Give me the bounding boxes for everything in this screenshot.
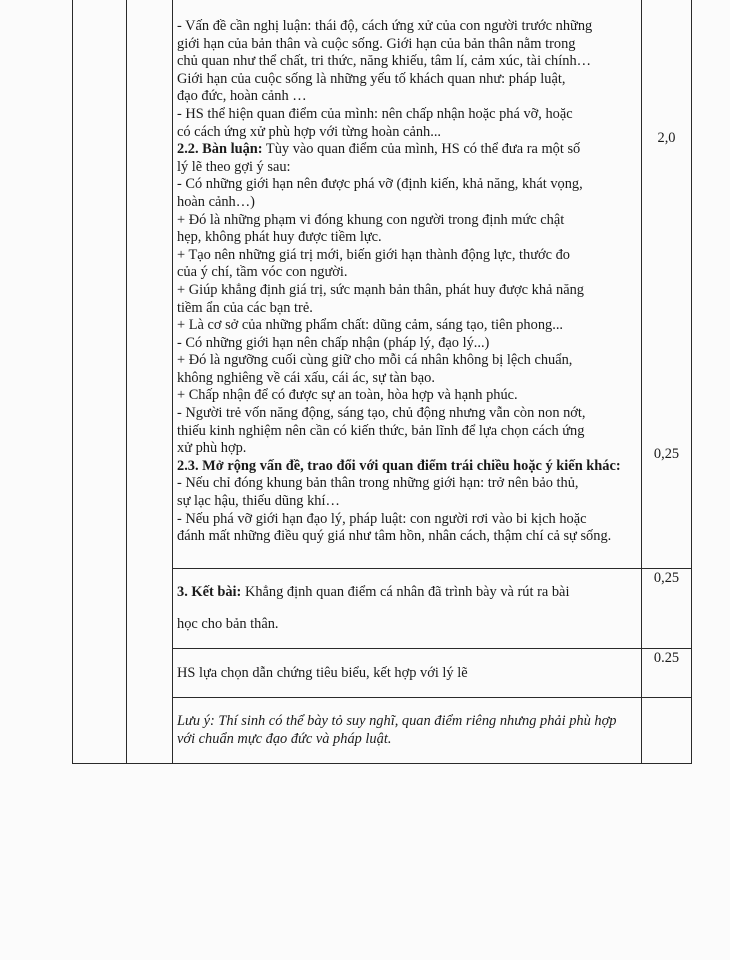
score-cell bbox=[642, 0, 692, 569]
text-line: đánh mất những điều quý giá như tâm hồn, nhân cách, thậm chí cả sự sống. bbox=[177, 528, 612, 545]
text-line: - Nếu phá vỡ giới hạn đạo lý, pháp luật: con người rơi vào bi kịch hoặc bbox=[177, 510, 587, 527]
blank-column-2 bbox=[127, 0, 173, 763]
text-line: - Vấn đề cần nghị luận: thái độ, cách ứng xử của con người trước những bbox=[177, 18, 593, 34]
text-line: - Có những giới hạn nên được phá vỡ (định kiến, khả năng, khát vọng, bbox=[177, 176, 583, 193]
evidence-text: HS lựa chọn dẫn chứng tiêu biểu, kết hợp với lý lẽ bbox=[177, 664, 468, 681]
text-line: của ý chí, tầm vóc con người. bbox=[177, 264, 348, 281]
text-line: đạo đức, hoàn cảnh … bbox=[177, 88, 307, 105]
score-evidence: 0.25 bbox=[653, 650, 680, 667]
section-2-1 bbox=[177, 18, 637, 141]
text-line: Giới hạn của cuộc sống là những yếu tố khách quan như: pháp luật, bbox=[177, 70, 566, 87]
text-line: - Nếu chỉ đóng khung bản thân trong những giới hạn: trở nên bảo thủ, bbox=[177, 475, 579, 492]
note-cell bbox=[173, 697, 642, 763]
score-2-3: 0,25 bbox=[653, 445, 680, 462]
text-line: + Tạo nên những giá trị mới, biến giới hạn thành động lực, thước đo bbox=[177, 246, 570, 263]
text-line: + Chấp nhận để có được sự an toàn, hòa hợp và hạnh phúc. bbox=[177, 387, 518, 404]
grading-rubric-table bbox=[72, 0, 692, 764]
text-line: tiềm ẩn của các bạn trẻ. bbox=[177, 299, 313, 316]
text-line: + Là cơ sở của những phẩm chất: dũng cảm, sáng tạo, tiên phong... bbox=[177, 317, 564, 334]
section-heading: 2.3. Mở rộng vấn đề, trao đổi với quan điểm trái chiều hoặc ý kiến khác: bbox=[177, 457, 621, 474]
text-line: không nghiêng về cái xấu, cái ác, sự tàn bạo. bbox=[177, 369, 435, 386]
text-line: hẹp, không phát huy được tiềm lực. bbox=[177, 229, 382, 246]
table-row bbox=[73, 0, 692, 569]
score-cell bbox=[642, 569, 692, 649]
closing-cell bbox=[173, 569, 642, 649]
section-heading-line bbox=[177, 584, 637, 602]
evidence-cell bbox=[173, 649, 642, 697]
text-line: + Đó là những phạm vi đóng khung con người trong định mức chật bbox=[177, 211, 565, 228]
text-line: thiếu kinh nghiệm nên cần có kiến thức, bản lĩnh để lựa chọn cách ứng bbox=[177, 422, 585, 439]
blank-column-1 bbox=[73, 0, 127, 763]
text-line: - Người trẻ vốn năng động, sáng tạo, chủ động nhưng vẫn còn non nớt, bbox=[177, 405, 586, 422]
heading-continuation: Tùy vào quan điểm của mình, HS có thể đưa ra một số bbox=[262, 141, 581, 158]
text-line: + Đó là ngưỡng cuối cùng giữ cho mỗi cá nhân không bị lệch chuẩn, bbox=[177, 352, 573, 369]
section-2-2 bbox=[177, 141, 637, 458]
section-heading: 3. Kết bài: bbox=[177, 584, 242, 601]
text-line: học cho bản thân. bbox=[177, 616, 279, 633]
rubric-page bbox=[72, 0, 692, 747]
score-cell-empty bbox=[642, 697, 692, 763]
section-heading-line bbox=[177, 141, 637, 159]
text-line: sự lạc hậu, thiếu dũng khí… bbox=[177, 493, 340, 510]
main-content-cell bbox=[173, 0, 642, 569]
text-line: có cách ứng xử phù hợp với từng hoàn cảnh... bbox=[177, 123, 442, 140]
section-2-3 bbox=[177, 458, 637, 546]
score-cell bbox=[642, 649, 692, 697]
text-line: chủ quan như thể chất, tri thức, năng khiếu, tâm lí, cảm xúc, tài chính… bbox=[177, 53, 592, 70]
text-line: + Giúp khẳng định giá trị, sức mạnh bản thân, phát huy được khả năng bbox=[177, 281, 584, 298]
text-line: lý lẽ theo gợi ý sau: bbox=[177, 158, 291, 175]
text-line: hoàn cảnh…) bbox=[177, 193, 255, 210]
text-line: - HS thể hiện quan điểm của mình: nên chấp nhận hoặc phá vỡ, hoặc bbox=[177, 105, 573, 122]
note-text: Lưu ý: Thí sinh có thể bày tỏ suy nghĩ, quan điểm riêng nhưng phải phù hợp với chuẩn mực đạo đức và pháp luật. bbox=[177, 713, 617, 747]
heading-continuation: Khẳng định quan điểm cá nhân đã trình bày và rút ra bài bbox=[241, 584, 570, 601]
text-line: xử phù hợp. bbox=[177, 440, 247, 457]
score-3: 0,25 bbox=[653, 570, 680, 586]
score-2-2: 2,0 bbox=[657, 130, 676, 146]
section-heading: 2.2. Bàn luận: bbox=[177, 141, 263, 158]
text-line: giới hạn của bản thân và cuộc sống. Giới hạn của bản thân nằm trong bbox=[177, 35, 576, 52]
text-line: - Có những giới hạn nên chấp nhận (pháp lý, đạo lý...) bbox=[177, 334, 490, 351]
